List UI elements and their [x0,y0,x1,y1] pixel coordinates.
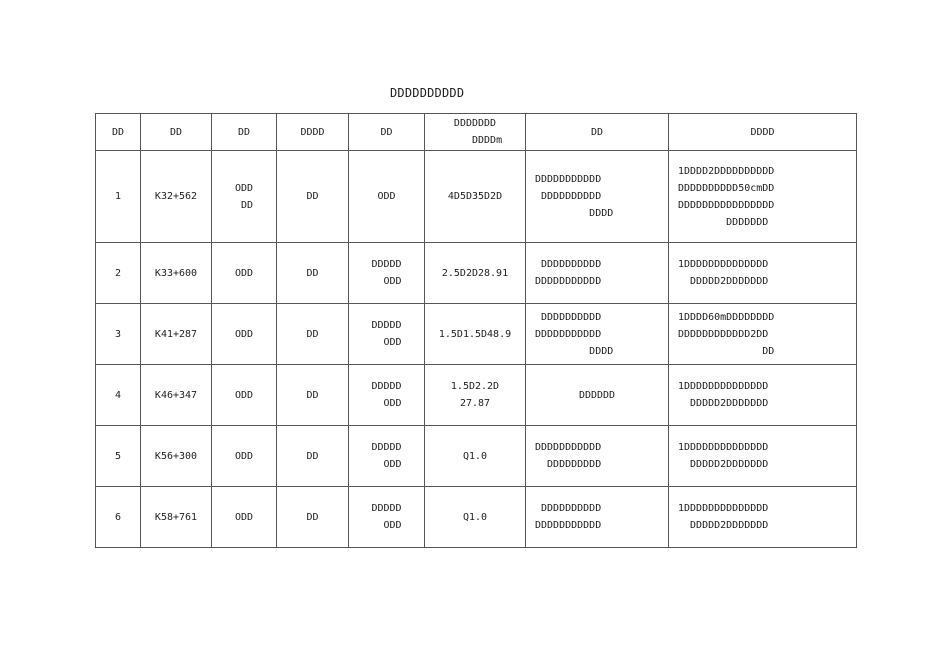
station-cell: K33+600 [141,243,212,304]
header-cell: DD [526,114,669,151]
size-cell: 2.5D2D28.91 [425,243,526,304]
size-cell: 1.5D1.5D48.9 [425,304,526,365]
column5-cell: DDDDD ODD [349,487,425,548]
description-cell: DDDDDD [526,365,669,426]
description-cell: DDDDDDDDDDD DDDDDDDDDD DDDD [526,151,669,243]
table-header-row [96,114,857,151]
side-cell: ODD [212,304,277,365]
table-row [96,365,857,426]
side-cell: ODD DD [212,151,277,243]
table-row [96,304,857,365]
type-cell: DD [277,151,349,243]
station-cell: K41+287 [141,304,212,365]
size-cell: 4D5D35D2D [425,151,526,243]
side-cell: ODD [212,487,277,548]
type-cell: DD [277,426,349,487]
description-cell: DDDDDDDDDD DDDDDDDDDDD DDDD [526,304,669,365]
size-cell: Q1.0 [425,426,526,487]
header-cell: DD [212,114,277,151]
type-cell: DD [277,365,349,426]
type-cell: DD [277,304,349,365]
row-number-cell: 2 [96,243,141,304]
station-cell: K58+761 [141,487,212,548]
table-row [96,151,857,243]
data-table [95,113,857,548]
description-cell: DDDDDDDDDDD DDDDDDDDD [526,426,669,487]
description-cell: DDDDDDDDDD DDDDDDDDDDD [526,243,669,304]
side-cell: ODD [212,365,277,426]
measure-cell: 1DDDD2DDDDDDDDDD DDDDDDDDDD50cmDD DDDDDDDDDDDDDDDD DDDDDDD [669,151,857,243]
size-cell: 1.5D2.2D 27.87 [425,365,526,426]
header-cell: DD [96,114,141,151]
row-number-cell: 3 [96,304,141,365]
type-cell: DD [277,243,349,304]
header-cell: DD [349,114,425,151]
header-cell: DDDD [669,114,857,151]
measure-cell: 1DDDDDDDDDDDDDD DDDDD2DDDDDDD [669,487,857,548]
description-cell: DDDDDDDDDD DDDDDDDDDDD [526,487,669,548]
side-cell: ODD [212,243,277,304]
column5-cell: ODD [349,151,425,243]
station-cell: K46+347 [141,365,212,426]
row-number-cell: 4 [96,365,141,426]
size-cell: Q1.0 [425,487,526,548]
row-number-cell: 5 [96,426,141,487]
measure-cell: 1DDDDDDDDDDDDDD DDDDD2DDDDDDD [669,365,857,426]
column5-cell: DDDDD ODD [349,426,425,487]
measure-cell: 1DDDDDDDDDDDDDD DDDDD2DDDDDDD [669,426,857,487]
type-cell: DD [277,487,349,548]
measure-cell: 1DDDDDDDDDDDDDD DDDDD2DDDDDDD [669,243,857,304]
header-cell: DD [141,114,212,151]
measure-cell: 1DDDD60mDDDDDDDD DDDDDDDDDDDD2DD DD [669,304,857,365]
side-cell: ODD [212,426,277,487]
header-cell: DDDD [277,114,349,151]
station-cell: K56+300 [141,426,212,487]
table-row [96,426,857,487]
table-row [96,487,857,548]
row-number-cell: 1 [96,151,141,243]
column5-cell: DDDDD ODD [349,365,425,426]
row-number-cell: 6 [96,487,141,548]
station-cell: K32+562 [141,151,212,243]
table-row [96,243,857,304]
column5-cell: DDDDD ODD [349,243,425,304]
header-cell: DDDDDDD DDDDm [425,114,526,151]
column5-cell: DDDDD ODD [349,304,425,365]
document-title: DDDDDDDDDD [390,86,465,100]
